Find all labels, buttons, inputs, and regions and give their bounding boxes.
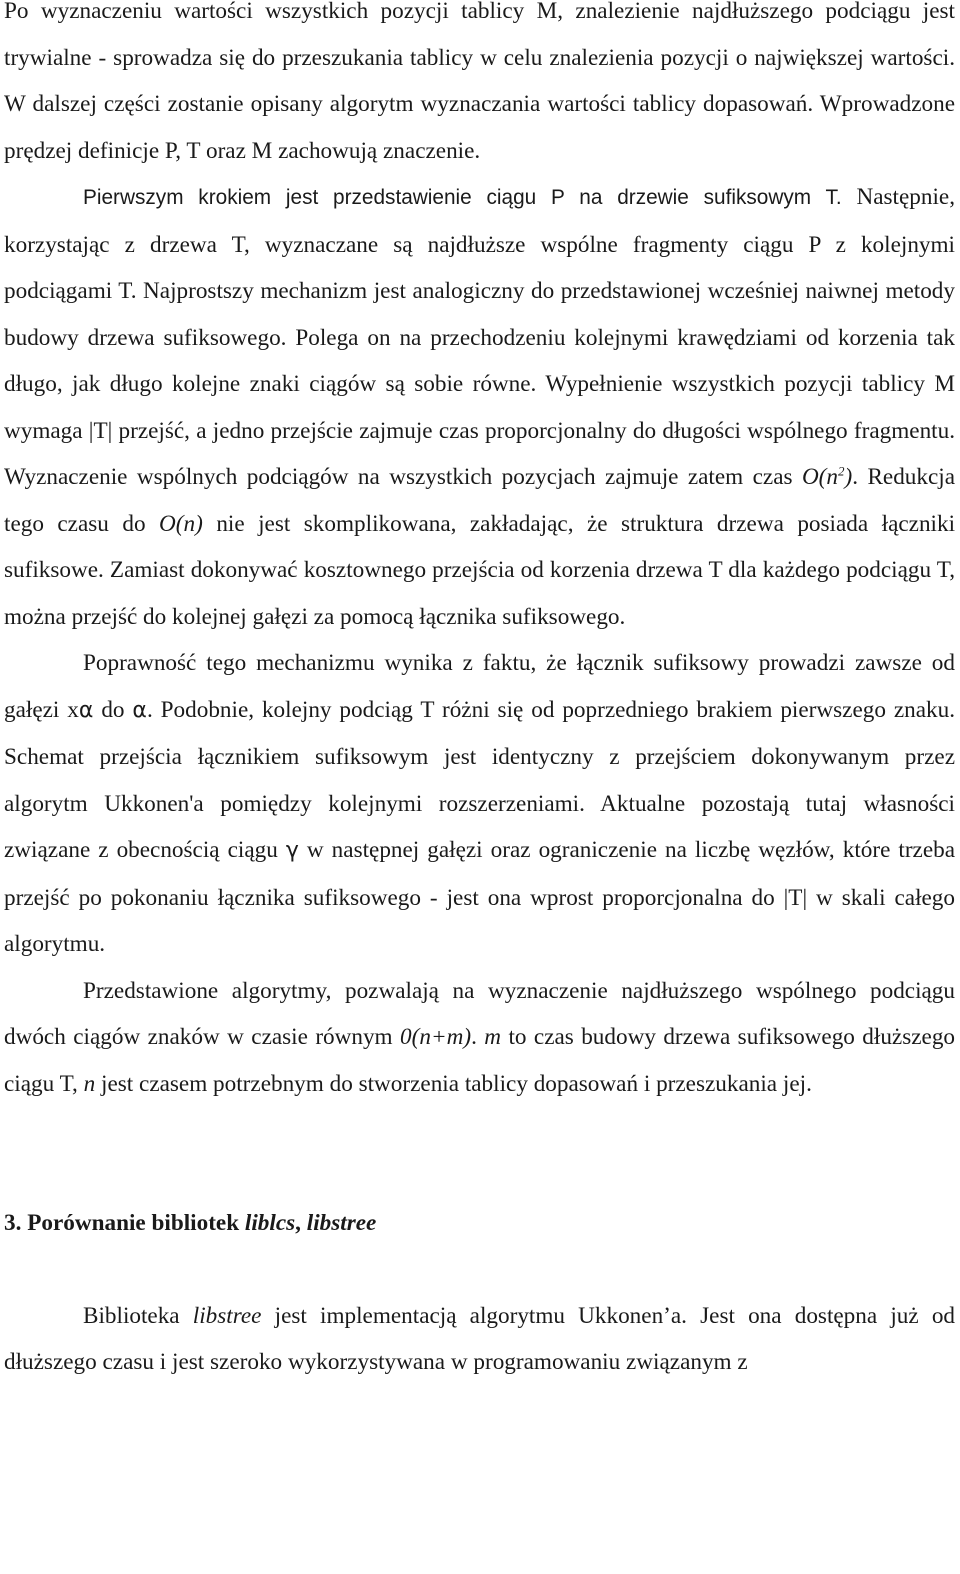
complexity-total: 0(n+m) [400,1024,472,1050]
paragraph-array-search [4,0,955,174]
library-name-libstree: libstree [306,1210,377,1236]
alpha-symbol: α [132,697,147,723]
gamma-symbol: γ [285,838,299,863]
complexity-quadratic: $O(n^2)$ [801,463,853,490]
paragraph-suffix-tree-mechanism: Pierwszym krokiem jest przedstawienie ciągu P na drzewie sufiksowym T. Następnie, korzystając z drzewa T, wyznaczane są najdłuższe wspólne fragmenty ciągu P z kolejnymi podciągami T. Najprostszy mechanizm jest analogiczny do przedstawionej wcześniej naiwnej metody budowy drzewa sufiksowego. Polega on na przechodzeniu kolejnymi krawędziami od korzenia tak długo, jak długo kolejne znaki ciągów są sobie równe. Wypełnienie wszystkich pozycji tablicy M wymaga |T| przejść, a jedno przejście zajmuje czas proporcjonalny do długości wspólnego fragmentu. Wyznaczenie wspólnych podciągów na wszystkich pozycjach zajmuje zatem czas $O(n^2)$. Redukcja tego czasu do O(n) nie jest skomplikowana, zakładając, że struktura drzewa posiada łączniki sufiksowe. Zamiast dokonywać kosztownego przejścia od korzenia drzewa T dla każdego podciągu T, można przejść do kolejnej gałęzi za pomocą łącznika sufiksowego. [4,184,956,630]
variable-n: n [83,1070,96,1097]
paragraph-text: Następnie, korzystając z drzewa T, wyznaczane są najdłuższe wspólne fragmenty ciągu P z kolejnymi podciągami T. Najprostszy mechanizm jest analogiczny do przedstawionej wcześniej naiwnej metody budowy drzewa sufiksowego. Polega on na przechodzeniu kolejnymi krawędziami od korzenia tak długo, jak długo kolejne znaki ciągów są sobie równe. Wypełnienie wszystkich pozycji tablicy M wymaga |T| przejść, a jedno przejście zajmuje czas proporcjonalny do długości wspólnego fragmentu. Wyznaczenie wspólnych podciągów na wszystkich pozycjach zajmuje zatem czas [4,184,955,490]
complexity-linear: O(n) [159,510,203,537]
paragraph-lead-sentence: Pierwszym krokiem jest przedstawienie ciągu P na drzewie sufiksowym T. [83,186,842,209]
section-spacer [4,1107,955,1200]
library-name-liblcs: liblcs [244,1210,296,1236]
library-name-libstree: libstree [192,1302,262,1329]
paragraph-libstree-intro: Biblioteka libstree jest implementacją algorytmu Ukkonen’a. Jest ona dostępna już od dłuższego czasu i jest szeroko wykorzystywana w programowaniu związanym z [4,1302,956,1375]
paragraph-text: Po wyznaczeniu wartości wszystkich pozycji tablicy M, znalezienie najdłuższego podciągu jest trywialne - sprowadza się do przeszukania tablicy w celu znalezienia pozycji o największej wartości. W dalszej części zostanie opisany algorytm wyznaczania wartości tablicy dopasowań. Wprowadzone prędzej definicje P, T oraz M zachowują znaczenie. [4,0,955,164]
section-heading: 3. Porównanie bibliotek liblcs, libstree [4,1210,377,1236]
paragraph-summary: Przedstawione algorytmy, pozwalają na wyznaczenie najdłuższego wspólnego podciągu dwóch ciągów znaków w czasie równym 0(n+m). m to czas budowy drzewa sufiksowego dłuższego ciągu T, n jest czasem potrzebnym do stworzenia tablicy dopasowań i przeszukania jej. [4,977,956,1097]
alpha-symbol: α [78,697,94,723]
heading-spacer [4,1247,955,1293]
variable-m: m [484,1024,502,1050]
paragraph-suffix-link-correctness: Poprawność tego mechanizmu wynika z faktu, że łącznik sufiksowy prowadzi zawsze od gałęzi xα do α. Podobnie, kolejny podciąg T różni się od poprzedniego brakiem pierwszego znaku. Schemat przejścia łącznikiem sufiksowym jest identyczny z przejściem dokonywanym przez algorytm Ukkonen'a pomiędzy kolejnymi rozszerzeniami. Aktualne pozostają tutaj własności związane z obecnością ciągu γ w następnej gałęzi oraz ograniczenie na liczbę węzłów, które trzeba przejść po pokonaniu łącznika sufiksowego - jest ona wprost proporcjonalna do |T| w skali całego algorytmu. [4,650,956,957]
